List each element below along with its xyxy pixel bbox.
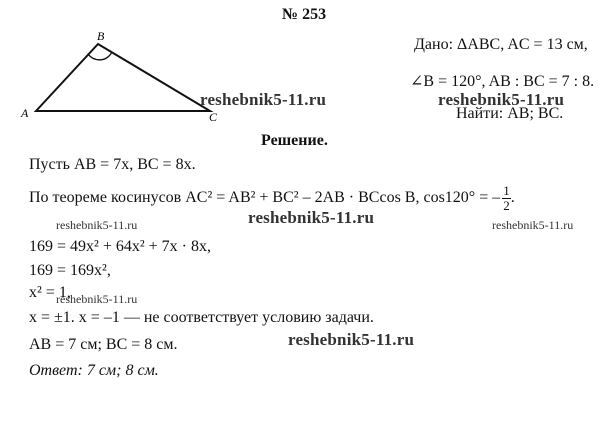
watermark-2: reshebnik5-11.ru bbox=[438, 90, 565, 109]
cosine-theorem-text: По теореме косинусов AC² = AB² + BC² – 2AB · BCcos B, cos120° = – bbox=[29, 189, 501, 207]
triangle-figure bbox=[0, 0, 240, 130]
watermark-1: reshebnik5-11.ru bbox=[200, 90, 327, 109]
solution-line-5: x² = 1, bbox=[29, 284, 71, 301]
given-line-1: Дано: ΔABC, AC = 13 см, bbox=[414, 36, 588, 53]
watermark-4: reshebnik5-11.ru bbox=[288, 330, 415, 349]
solution-line-7: AB = 7 см; BC = 8 см. bbox=[29, 336, 178, 353]
vertex-label-c: C bbox=[209, 110, 218, 124]
fraction-one-half bbox=[502, 184, 511, 213]
solution-line-3: 169 = 49x² + 64x² + 7x · 8x, bbox=[29, 238, 211, 255]
solution-line-4: 169 = 169x², bbox=[29, 262, 111, 279]
triangle-abc bbox=[36, 44, 210, 111]
watermark-small-1: reshebnik5-11.ru bbox=[56, 218, 138, 232]
watermark-3: reshebnik5-11.ru bbox=[248, 208, 375, 227]
vertex-label-b: B bbox=[97, 29, 105, 43]
fraction-denominator: 2 bbox=[503, 198, 510, 213]
watermark-small-2: reshebnik5-11.ru bbox=[492, 218, 574, 232]
fraction-numerator: 1 bbox=[503, 183, 510, 198]
solution-line-6: x = ±1. x = –1 — не соответствует условию задачи. bbox=[29, 309, 374, 326]
angle-b-arc bbox=[88, 52, 112, 60]
find-line: Найти: AB; BC. bbox=[456, 105, 564, 122]
solution-heading: Решение. bbox=[261, 132, 328, 149]
given-line-2: ∠B = 120°, AB : BC = 7 : 8. bbox=[410, 73, 595, 90]
answer-line: Ответ: 7 см; 8 см. bbox=[29, 362, 159, 379]
solution-line-1: Пусть AB = 7x, BC = 8x. bbox=[29, 156, 196, 173]
problem-number: № 253 bbox=[282, 6, 327, 23]
line-2-end: . bbox=[510, 189, 515, 207]
vertex-label-a: A bbox=[21, 106, 29, 120]
watermark-small-3: reshebnik5-11.ru bbox=[56, 292, 138, 306]
